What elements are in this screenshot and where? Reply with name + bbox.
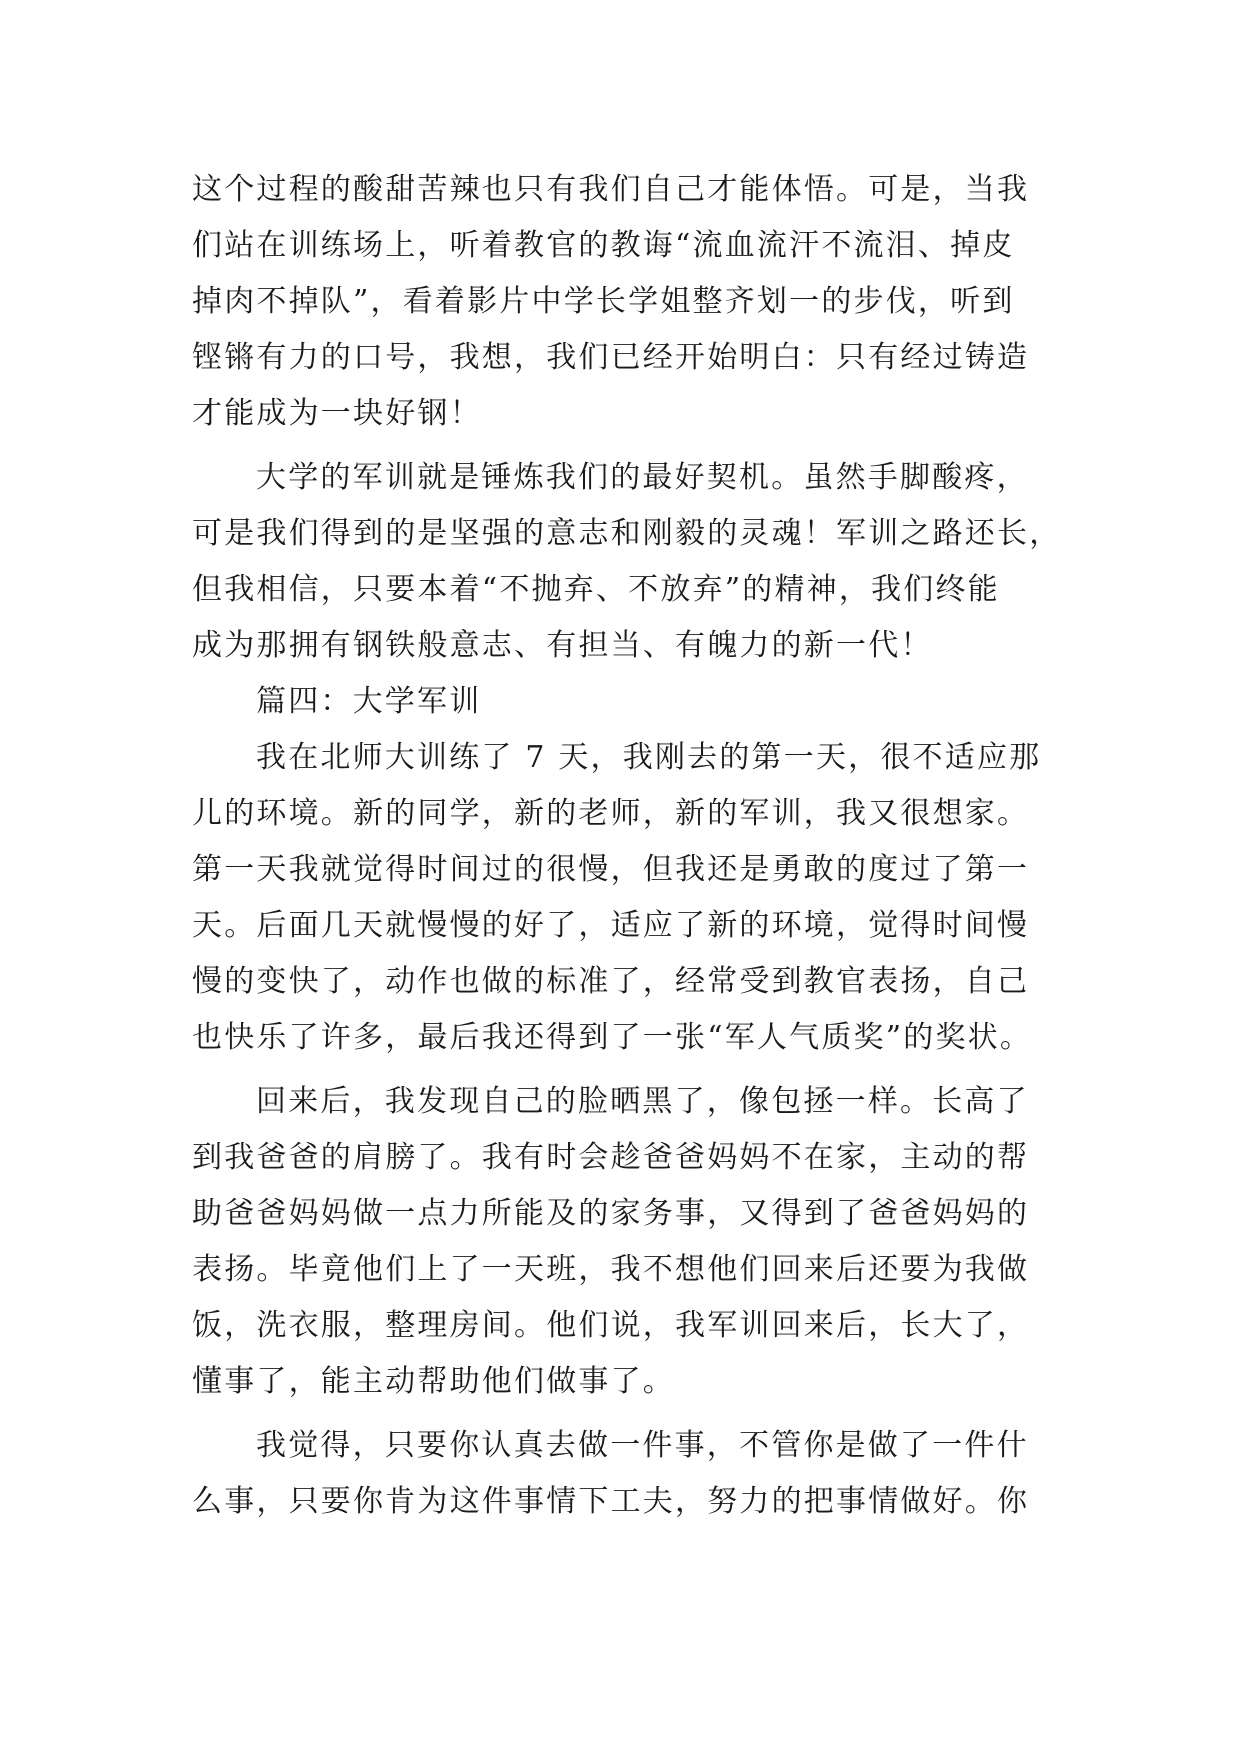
text-line: 铿锵有力的口号，我想，我们已经开始明白：只有经过铸造	[192, 340, 1030, 375]
text-line: 第一天我就觉得时间过的很慢，但我还是勇敢的度过了第一	[192, 852, 1030, 887]
body-text	[192, 162, 1062, 1530]
section-heading: 篇四：大学军训	[256, 684, 482, 719]
text-line: 成为那拥有钢铁般意志、有担当、有魄力的新一代！	[192, 628, 933, 663]
text-line: 但我相信，只要本着“不抛弃、不放弃”的精神，我们终能	[192, 572, 1000, 607]
text-line: 饭，洗衣服，整理房间。他们说，我军训回来后，长大了，	[192, 1308, 1030, 1343]
paragraph-gap	[192, 442, 1052, 450]
text-line: 助爸爸妈妈做一点力所能及的家务事，又得到了爸爸妈妈的	[192, 1196, 1030, 1231]
text-line: 这个过程的酸甜苦辣也只有我们自己才能体悟。可是，当我	[192, 172, 1030, 207]
text-line: 掉肉不掉队”，看着影片中学长学姐整齐划一的步伐，听到	[192, 284, 1015, 319]
text-line: 表扬。毕竟他们上了一天班，我不想他们回来后还要为我做	[192, 1252, 1030, 1287]
text-line: 回来后，我发现自己的脸晒黑了，像包拯一样。长高了	[256, 1084, 1029, 1119]
paragraph-gap	[192, 1410, 1052, 1418]
text-line: 才能成为一块好钢！	[192, 396, 482, 431]
text-line: 可是我们得到的是坚强的意志和刚毅的灵魂！军训之路还长，	[192, 516, 1062, 551]
text-line: 儿的环境。新的同学，新的老师，新的军训，我又很想家。	[192, 796, 1030, 831]
text-line: 到我爸爸的肩膀了。我有时会趁爸爸妈妈不在家，主动的帮	[192, 1140, 1030, 1175]
text-line: 么事，只要你肯为这件事情下工夫，努力的把事情做好。你	[192, 1484, 1030, 1519]
text-line: 天。后面几天就慢慢的好了，适应了新的环境，觉得时间慢	[192, 908, 1030, 943]
text-line: 慢的变快了，动作也做的标准了，经常受到教官表扬，自己	[192, 964, 1030, 999]
paragraph-gap	[192, 1066, 1052, 1074]
text-line: 也快乐了许多，最后我还得到了一张“军人气质奖”的奖状。	[192, 1020, 1033, 1055]
text-line: 我觉得，只要你认真去做一件事，不管你是做了一件什	[256, 1428, 1029, 1463]
text-line: 们站在训练场上，听着教官的教诲“流血流汗不流泪、掉皮	[192, 228, 1015, 263]
text-line: 我在北师大训练了 7 天，我刚去的第一天，很不适应那	[256, 740, 1042, 775]
text-line: 大学的军训就是锤炼我们的最好契机。虽然手脚酸疼，	[256, 460, 1029, 495]
text-line: 懂事了，能主动帮助他们做事了。	[192, 1364, 675, 1399]
